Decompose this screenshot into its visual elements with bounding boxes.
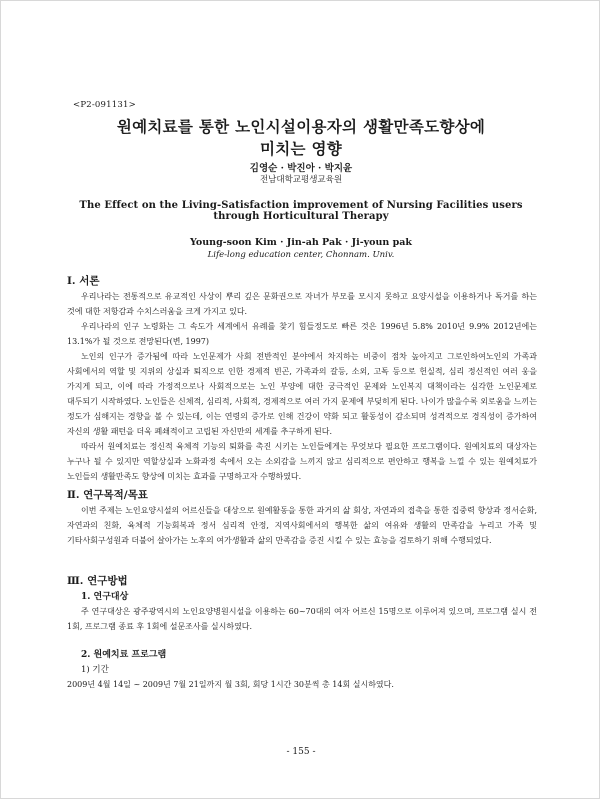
english-title-line1: The Effect on the Living-Satisfaction improvement of Nursing Facilities users xyxy=(79,200,523,211)
korean-title-line1: 원예치료를 통한 노인시설이용자의 생활만족도향상에 xyxy=(116,117,486,136)
intro-paragraph-2: 우리나라의 인구 노령화는 그 속도가 세계에서 유례를 찾기 힘들정도로 빠른 것은 1996년 5.8% 2010년 9.9% 2012년에는 13.1%가 될 것으로 전망된다(변, 1997) xyxy=(67,322,537,346)
program-heading: 2. 원예치료 프로그램 xyxy=(81,650,167,660)
page-number: - 155 - xyxy=(286,747,316,757)
intro-paragraph-1: 우리나라는 전통적으로 유교적인 사상이 뿌리 깊은 문화권으로 자녀가 부모를 모시지 못하고 요양시설을 이용하거나 독거를 하는 것에 대한 저항감과 수치스러움을 크게 가지고 있다. xyxy=(67,292,537,316)
subject-heading: 1. 연구대상 xyxy=(81,592,129,602)
korean-authors: 김영순 · 박진아 · 박지윤 xyxy=(249,163,353,174)
english-authors: Young-soon Kim · Jin-ah Pak · Ji-youn pak xyxy=(189,237,413,248)
english-affiliation: Life-long education center, Chonnam. Univ. xyxy=(207,250,395,260)
korean-title-line2: 미치는 영향 xyxy=(259,139,343,158)
intro-paragraph-3: 노인의 인구가 증가됨에 따라 노인문제가 사회 전반적인 분야에서 차지하는 비중이 점차 높아지고 그로인하여노인의 가족과 사회에서의 역할 및 지위의 상실과 퇴직으로 인한 경제적 빈곤, 가족과의 갈등, 소외, 고독 등으로 헌실적, 심리 정신적인 여러 웅을 가지게 되고, 이에 따라 가정적으로나 사회적으로는 노인 부양에 대한 궁극적인 문제와 노인복지 대책이라는 심각한 노인문제로 대두되기 시작하였다. 노인들은 신체적, 심리적, 사회적, 경제적으로 여러 가지 문제에 부딪히게 된다. 나이가 많을수록 외로움을 느끼는 정도가 심해지는 경향을 볼 수 있는데, 이는 연령의 증가로 인해 건강이 약화 되고 활동성이 감소되며 성격적으로 경직성이 증가하여 자신의 생활 패턴을 더욱 폐쇄적이고 고립된 자신만의 세계를 추구하게 된다. xyxy=(67,352,537,436)
korean-affiliation: 전남대학교평생교육원 xyxy=(259,175,343,185)
method-heading: Ⅲ. 연구방법 xyxy=(67,575,128,587)
purpose-heading: Ⅱ. 연구목적/목표 xyxy=(67,489,148,501)
subject-paragraph: 주 연구대상은 광주광역시의 노인요양병원시설을 이용하는 60~70대의 여자 어르신 15명으로 이루어져 있으며, 프로그램 실시 전 1회, 프로그램 종료 후 1회에 설문조사를 실시하였다. xyxy=(67,607,537,631)
intro-paragraph-4: 따라서 원예치료는 정신적 육체적 기능의 퇴화를 촉진 시키는 노인들에게는 무엇보다 필요한 프로그램이다. 원예치료의 대상자는 누구나 될 수 있지만 역할상실과 노화과정 속에서 오는 소외감을 느끼지 않고 심리적으로 편안하고 행복을 느낄 수 있는 원예치료가 노인들의 생활만족도 향상에 미치는 효과를 구명하고자 수행하였다. xyxy=(67,442,537,481)
abstract-code: <P2-091131> xyxy=(73,100,136,110)
purpose-paragraph: 이번 주제는 노인요양시설의 어르신들을 대상으로 원예활동을 통한 과거의 삶 회상, 자연과의 접촉을 통한 집중력 향상과 정서순화, 자연과의 친화, 육체적 기능회복과 정서 심리적 안정, 지역사회에서의 행복한 삶의 여유와 생활의 만족감을 누리고 가족 및 기타사회구성원과 더불어 살아가는 노후의 여가생활과 삶의 만족감을 증진 시킬 수 있는 효능을 검토하기 위해 수행되었다. xyxy=(67,506,537,545)
period-heading: 1) 기간 xyxy=(81,665,109,675)
period-text: 2009년 4월 14일 ~ 2009년 7월 21일까지 월 3회, 회당 1시간 30분씩 총 14회 실시하였다. xyxy=(67,680,394,689)
english-title-line2: through Horticultural Therapy xyxy=(213,211,389,222)
intro-heading: Ⅰ. 서론 xyxy=(67,275,100,287)
